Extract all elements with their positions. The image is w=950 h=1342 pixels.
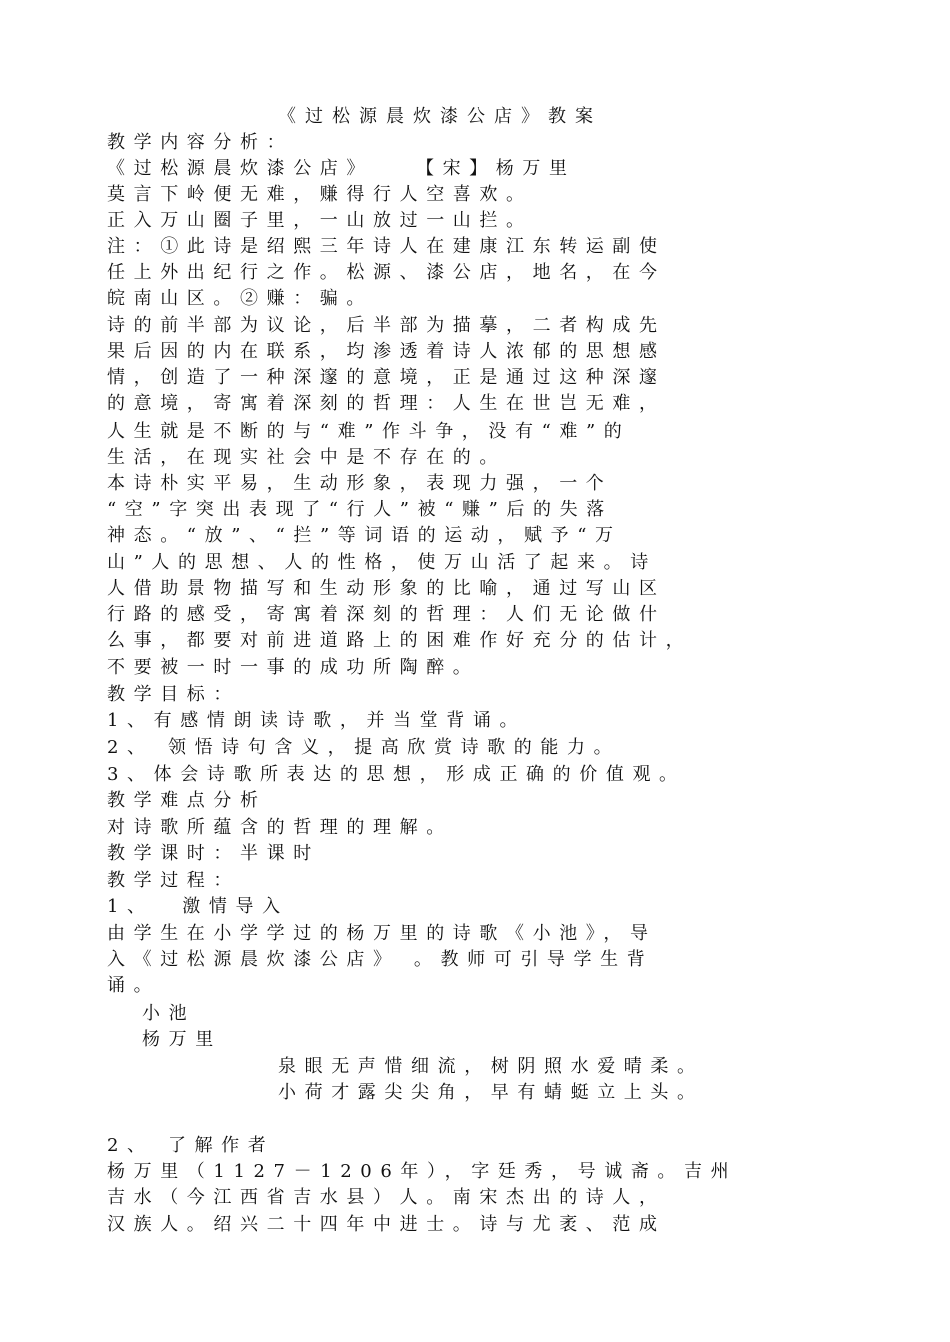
text-line: 正入万山圈子里，一山放过一山拦。 (107, 210, 533, 231)
text-line: 对诗歌所蕴含的哲理的理解。 (107, 817, 453, 838)
text-line: 人借助景物描写和生动形象的比喻，通过写山区 (107, 578, 666, 599)
text-line: 情，创造了一种深邃的意境，正是通过这种深邃 (107, 367, 666, 388)
text-line: 的意境，寄寓着深刻的哲理：人生在世岂无难， (107, 393, 666, 414)
text-line: 注：①此诗是绍熙三年诗人在建康江东转运副使 (107, 236, 666, 257)
text-line: 由学生在小学学过的杨万里的诗歌《小池》，导 (107, 923, 657, 944)
poem-line: 小荷才露尖尖角，早有蜻蜓立上头。 (278, 1082, 704, 1103)
text-line: 行路的感受，寄寓着深刻的哲理：人们无论做什 (107, 604, 666, 625)
text-line: 诗的前半部为议论，后半部为描摹，二者构成先 (107, 315, 666, 336)
text-line: 汉族人。绍兴二十四年中进士。诗与尤袤、范成 (107, 1214, 666, 1235)
section-heading: 教学过程： (107, 870, 240, 891)
document-title: 《过松源晨炊漆公店》教案 (278, 106, 602, 127)
text-line: 1、 激情导入 (107, 896, 289, 917)
text-line: 杨万里（1127－1206年），字廷秀，号诚斋。吉州 (107, 1161, 738, 1182)
poem-author: 杨万里 (142, 1029, 222, 1050)
text-line: 诵。 (107, 975, 161, 996)
text-line: 任上外出纪行之作。松源、漆公店，地名，在今 (107, 262, 666, 283)
text-line: 人生就是不断的与“难”作斗争，没有“难”的 (107, 421, 631, 442)
text-line: 2、 领悟诗句含义，提高欣赏诗歌的能力。 (107, 737, 621, 758)
poem-line: 泉眼无声惜细流，树阴照水爱晴柔。 (278, 1056, 704, 1077)
section-heading: 教学目标： (107, 684, 240, 705)
text-line: 么事，都要对前进道路上的困难作好充分的估计， (107, 630, 693, 651)
text-line: “空”字突出表现了“行人”被“赚”后的失落 (107, 499, 613, 520)
text-line: 吉水（今江西省吉水县）人。南宋杰出的诗人， (107, 1187, 666, 1208)
text-line: 入《过松源晨炊漆公店》 。教师可引导学生背 (107, 949, 654, 970)
text-line: 教学内容分析： (107, 132, 294, 153)
text-line: 莫言下岭便无难，赚得行人空喜欢。 (107, 184, 533, 205)
text-line: 皖南山区。②赚：骗。 (107, 288, 373, 309)
text-line: 山”人的思想、人的性格，使万山活了起来。诗 (107, 552, 657, 573)
text-line: 3、体会诗歌所表达的思想，形成正确的价值观。 (107, 764, 686, 785)
text-line: 神态。“放”、“拦”等词语的运动，赋予“万 (107, 525, 622, 546)
text-line: 1、有感情朗读诗歌，并当堂背诵。 (107, 710, 527, 731)
section-heading: 教学难点分析 (107, 790, 267, 811)
text-line: 不要被一时一事的成功所陶醉。 (107, 657, 480, 678)
section-heading: 教学课时：半课时 (107, 843, 320, 864)
section-heading: 2、 了解作者 (107, 1135, 275, 1156)
text-line: 本诗朴实平易，生动形象，表现力强，一个 (107, 473, 613, 494)
text-line: 生活，在现实社会中是不存在的。 (107, 447, 506, 468)
text-line: 果后因的内在联系，均渗透着诗人浓郁的思想感 (107, 341, 666, 362)
text-line: 《过松源晨炊漆公店》 【宋】杨万里 (107, 158, 576, 179)
poem-title: 小池 (142, 1003, 196, 1024)
